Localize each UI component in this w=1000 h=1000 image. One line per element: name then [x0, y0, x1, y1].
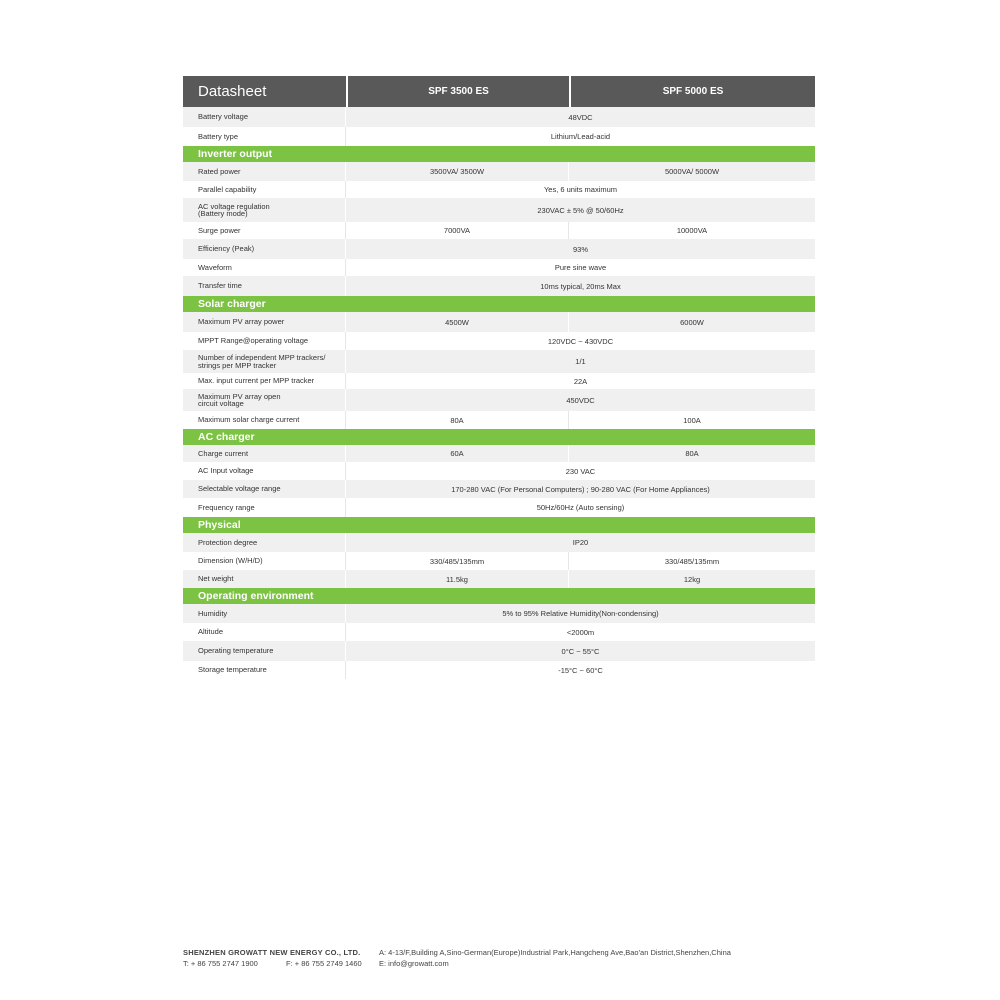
- row-label: [183, 162, 346, 181]
- row-value: 450VDC: [566, 395, 595, 405]
- section-header: Inverter output: [183, 146, 815, 162]
- row-value-spf5000: 100A: [683, 415, 701, 425]
- row-label: [183, 198, 346, 222]
- row-label: [183, 222, 346, 239]
- row-label-line: Dimension (W/H/D): [198, 556, 263, 566]
- datasheet-title: Datasheet: [183, 76, 346, 107]
- row-label: [183, 604, 346, 623]
- row-label: [183, 181, 346, 198]
- row-value-spf3500: 60A: [346, 445, 569, 462]
- row-label: [183, 445, 346, 462]
- row-value: Pure sine wave: [554, 263, 607, 272]
- row-label-line: Parallel capability: [198, 184, 257, 194]
- row-value: 10ms typical, 20ms Max: [540, 281, 621, 291]
- row-label-line: Selectable voltage range: [198, 484, 281, 494]
- row-value: 22A: [573, 376, 588, 386]
- row-label-line: Max. input current per MPP tracker: [198, 376, 315, 386]
- row-label: [183, 480, 346, 498]
- table-row: [183, 445, 815, 462]
- row-value-spf5000: 12kg: [683, 574, 701, 584]
- section-header: AC charger: [183, 429, 815, 445]
- row-label-line: Battery voltage: [198, 112, 249, 122]
- row-label-line: Frequency range: [198, 502, 255, 512]
- row-value-spf5000: 80A: [685, 449, 699, 458]
- row-label-line: Net weight: [198, 574, 234, 584]
- table-row: [183, 332, 815, 350]
- datasheet-table: [183, 76, 815, 679]
- row-value: 120VDC ~ 430VDC: [547, 336, 614, 346]
- row-label: [183, 462, 346, 480]
- company-name: SHENZHEN GROWATT NEW ENERGY CO., LTD.: [183, 948, 361, 957]
- row-label: [183, 533, 346, 552]
- table-row: [183, 127, 815, 146]
- row-value: 230 VAC: [565, 466, 596, 476]
- row-label-line: Transfer time: [198, 281, 242, 291]
- table-row: [183, 552, 815, 570]
- row-value: Lithium/Lead-acid: [550, 132, 611, 141]
- table-row: [183, 181, 815, 198]
- row-label: [183, 641, 346, 661]
- table-row: [183, 312, 815, 332]
- row-value: -15°C ~ 60°C: [558, 665, 603, 675]
- row-value: 230VAC ± 5% @ 50/60Hz: [537, 205, 624, 215]
- row-value: IP20: [572, 538, 589, 547]
- row-label: [183, 623, 346, 641]
- row-label: [183, 107, 346, 127]
- section-header: Physical: [183, 517, 815, 533]
- row-label: [183, 259, 346, 276]
- row-label: [183, 332, 346, 350]
- row-value-spf3500: 4500W: [346, 312, 569, 332]
- table-row: [183, 661, 815, 679]
- row-label: [183, 239, 346, 259]
- table-row: [183, 198, 815, 222]
- row-label-line: Battery type: [198, 131, 239, 141]
- table-body: [183, 107, 815, 679]
- company-email: E: info@growatt.com: [379, 959, 449, 968]
- row-label-line: Surge power: [198, 225, 241, 235]
- row-value: 5% to 95% Relative Humidity(Non-condensing): [502, 609, 659, 618]
- row-label: [183, 276, 346, 296]
- table-row: [183, 276, 815, 296]
- phone-number: T: + 86 755 2747 1900: [183, 959, 258, 968]
- table-row: [183, 162, 815, 181]
- table-row: [183, 259, 815, 276]
- model-header-spf3500: SPF 3500 ES: [348, 76, 569, 107]
- row-value-spf3500: 7000VA: [346, 222, 569, 239]
- table-row: [183, 498, 815, 517]
- row-label-line: strings per MPP tracker: [198, 360, 277, 370]
- row-value: 93%: [572, 244, 588, 254]
- row-value: <2000m: [566, 627, 595, 637]
- row-label: [183, 373, 346, 389]
- row-value-spf3500: 330/485/135mm: [346, 552, 569, 570]
- row-label: [183, 350, 346, 373]
- row-value-spf3500: 80A: [346, 411, 569, 429]
- row-label-line: Maximum PV array open: [198, 391, 281, 401]
- row-label-line: Rated power: [198, 166, 241, 176]
- row-label: [183, 389, 346, 411]
- table-row: [183, 389, 815, 411]
- row-label: [183, 411, 346, 429]
- table-row: [183, 641, 815, 661]
- row-value: 48VDC: [568, 112, 593, 122]
- row-value: Yes, 6 units maximum: [543, 185, 618, 194]
- row-label: [183, 661, 346, 679]
- company-address: A: 4-13/F,Building A,Sino-German(Europe)Industrial Park,Hangcheng Ave,Bao'an District,Shenzhen,China: [379, 948, 731, 957]
- row-label-line: Humidity: [198, 608, 228, 618]
- table-row: [183, 623, 815, 641]
- table-row: [183, 533, 815, 552]
- row-label: [183, 552, 346, 570]
- fax-number: F: + 86 755 2749 1460: [286, 959, 362, 968]
- table-row: [183, 411, 815, 429]
- row-label-line: AC Input voltage: [198, 466, 254, 476]
- row-value-spf5000: 5000VA/ 5000W: [664, 167, 720, 176]
- row-label-line: Altitude: [198, 627, 224, 637]
- row-label-line: AC voltage regulation: [198, 201, 270, 211]
- row-label-line: Number of independent MPP trackers/: [198, 353, 326, 362]
- row-label: [183, 312, 346, 332]
- table-row: [183, 462, 815, 480]
- row-value-spf5000: 6000W: [680, 317, 704, 327]
- row-value-spf3500: 3500VA/ 3500W: [346, 162, 569, 181]
- table-row: [183, 570, 815, 588]
- row-label-line: Storage temperature: [198, 665, 267, 675]
- section-header: Operating environment: [183, 588, 815, 604]
- row-label-line: Operating temperature: [198, 646, 274, 656]
- row-label-line: Efficiency (Peak): [198, 244, 255, 254]
- row-label-line: Maximum PV array power: [198, 317, 285, 327]
- row-value-spf5000: 330/485/135mm: [664, 556, 720, 566]
- row-value: 0°C ~ 55°C: [561, 646, 600, 656]
- row-label-line: MPPT Range@operating voltage: [198, 336, 309, 346]
- row-label-line: circuit voltage: [198, 399, 244, 408]
- row-value: 50Hz/60Hz (Auto sensing): [536, 503, 625, 512]
- table-row: [183, 239, 815, 259]
- section-header: Solar charger: [183, 296, 815, 312]
- row-label-line: Protection degree: [198, 537, 258, 547]
- row-label: [183, 498, 346, 517]
- table-row: [183, 604, 815, 623]
- row-label: [183, 127, 346, 146]
- row-label-line: (Battery mode): [198, 209, 248, 218]
- table-header: [183, 76, 815, 107]
- row-label-line: Maximum solar charge current: [198, 415, 300, 425]
- row-value-spf5000: 10000VA: [676, 226, 708, 235]
- row-label-line: Charge current: [198, 448, 249, 458]
- table-row: [183, 222, 815, 239]
- table-row: [183, 373, 815, 389]
- row-label: [183, 570, 346, 588]
- table-row: [183, 480, 815, 498]
- table-row: [183, 350, 815, 373]
- table-row: [183, 107, 815, 127]
- row-value-spf3500: 11.5kg: [346, 570, 569, 588]
- row-value: 1/1: [575, 357, 586, 366]
- row-value: 170-280 VAC (For Personal Computers) ; 90-280 VAC (For Home Appliances): [451, 484, 710, 494]
- model-header-spf5000: SPF 5000 ES: [571, 76, 815, 107]
- row-label-line: Waveform: [198, 262, 232, 272]
